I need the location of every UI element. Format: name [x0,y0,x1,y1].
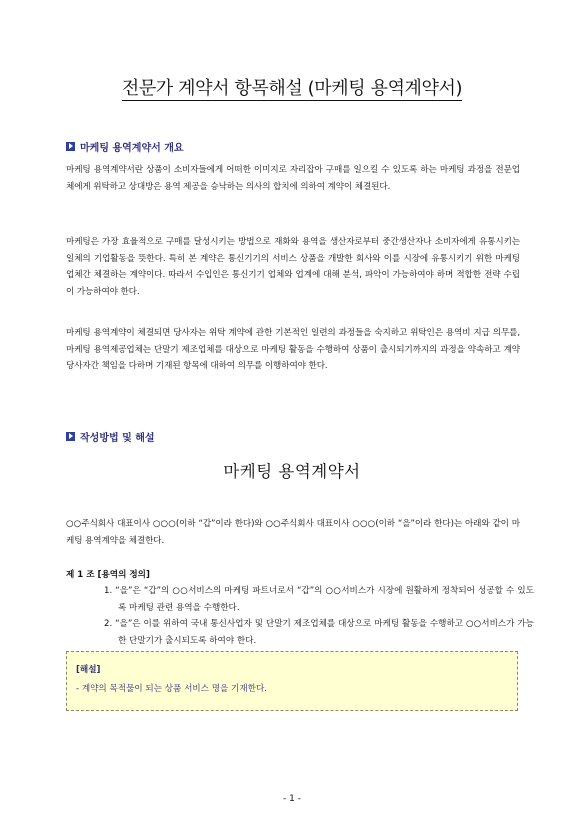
overview-paragraph-1: 마케팅 용역계약서란 상품이 소비자들에게 어떠한 이미지로 자리잡아 구매를 일으킬 수 있도록 하는 마케팅 과정을 전문업체에게 위탁하고 상대방은 용역 제공을 승낙하는 의사의 합치에 의하여 계약이 체결된다. [66,165,520,192]
arrow-box-icon [66,142,75,151]
section-heading-method [66,429,155,444]
commentary-box [66,651,518,711]
contract-intro: ○○주식회사 대표이사 ○○○(이하 “갑”이라 한다)와 ○○주식회사 대표이사 ○○○(이하 “을”이라 한다)는 아래와 같이 마케팅 용역계약을 체결한다. [66,519,520,546]
article-1-item-2: 2. “을”은 이를 위하여 국내 통신사업자 및 단말기 제조업체를 대상으로 마케팅 활동을 수행하고 ○○서비스가 가능한 단말기가 출시되도록 하여야 한다. [104,619,534,646]
section-heading-overview [66,139,184,154]
document-title-text: 전문가 계약서 항목해설 (마케팅 용역계약서) [121,78,463,99]
commentary-text: - 계약의 목적물이 되는 상품 서비스 명을 기재한다. [76,684,267,694]
article-1-item-1: 1. “을”은 “갑”의 ○○서비스의 마케팅 파트너로서 “갑”의 ○○서비스가 시장에 원활하게 정착되어 성공할 수 있도록 마케팅 관련 용역을 수행한다. [104,586,534,613]
commentary-label: [해설] [76,665,101,675]
article-1-heading: 제 1 조 [용역의 정의] [66,570,150,580]
arrow-box-icon [66,432,75,441]
page-number: - 1 - [283,794,301,804]
document-title [0,74,584,100]
overview-paragraph-2: 마케팅은 가장 효율적으로 구매를 달성시키는 방법으로 재화와 용역을 생산자로부터 중간생산자나 소비자에게 유통시키는 일체의 기업활동을 뜻한다. 특히 본 계약은 통신기기의 서비스 상품을 개발한 회사와 이를 시장에 유통시키기 위한 마케팅 업체간 체결하는 계약이다. 따라서 수입인은 통신기기 업체와 업계에 대해 분석, 파악이 가능하여야 하며 적합한 전략 수립이 가능하여야 한다. [66,237,520,297]
contract-title: 마케팅 용역계약서 [223,462,361,481]
section-heading-method-text: 작성방법 및 해설 [80,433,155,444]
overview-paragraph-3: 마케팅 용역계약이 체결되면 당사자는 위탁 계약에 관한 기본적인 일련의 과정들을 숙지하고 위탁인은 용역비 지급 의무를, 마케팅 용역제공업체는 단말기 제조업체를 대상으로 마케팅 활동을 수행하여 상품이 출시되기까지의 과정을 약속하고 계약 당사자간 책임을 다하며 기재된 항목에 대하여 의무를 이행하여야 한다. [66,328,520,372]
section-heading-overview-text: 마케팅 용역계약서 개요 [80,143,184,154]
